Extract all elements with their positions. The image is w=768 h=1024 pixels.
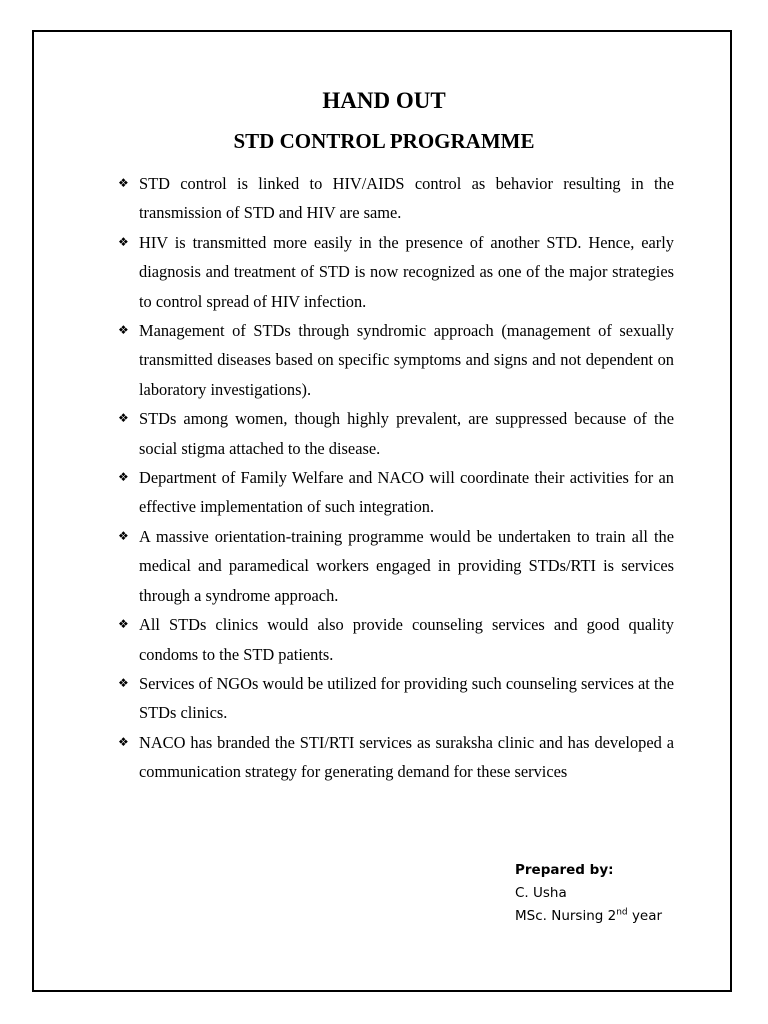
bullet-list xyxy=(118,169,674,787)
diamond-bullet-icon: ❖ xyxy=(118,734,129,749)
list-item xyxy=(118,610,674,669)
diamond-bullet-icon: ❖ xyxy=(118,411,129,426)
list-item xyxy=(118,463,674,522)
diamond-bullet-icon: ❖ xyxy=(118,323,129,338)
list-item xyxy=(118,316,674,404)
diamond-bullet-icon: ❖ xyxy=(118,470,129,485)
ordinal-suffix: nd xyxy=(616,907,628,918)
list-item xyxy=(118,522,674,610)
prepared-by-block xyxy=(515,859,662,928)
bullet-text: Department of Family Welfare and NACO will coordinate their activities for an effective implementation of such integration. xyxy=(139,468,674,517)
bullet-text: STDs among women, though highly prevalent, are suppressed because of the social stigma attached to the disease. xyxy=(139,409,674,458)
list-item xyxy=(118,728,674,787)
bullet-text: A massive orientation-training programme would be undertaken to train all the medical and paramedical workers engaged in providing STDs/RTI is services through a syndrome approach. xyxy=(139,526,674,605)
diamond-bullet-icon: ❖ xyxy=(118,176,129,190)
handout-title: HAND OUT xyxy=(322,88,446,113)
author-name-line xyxy=(515,882,662,905)
prepared-by-label: Prepared by: xyxy=(515,862,614,878)
list-item xyxy=(118,404,674,463)
bullet-text: Management of STDs through syndromic approach (management of sexually transmitted diseases based on specific symptoms and signs and not dependent on laboratory investigations). xyxy=(139,321,674,399)
diamond-bullet-icon: ❖ xyxy=(118,617,129,632)
diamond-bullet-icon: ❖ xyxy=(118,675,129,690)
bullet-text: HIV is transmitted more easily in the presence of another STD. Hence, early diagnosis and treatment of STD is now recognized as one of the major strategies to control spread of HIV infection. xyxy=(139,232,674,311)
list-item xyxy=(118,169,674,228)
author-initial: C. xyxy=(515,885,529,901)
author-name: Usha xyxy=(533,885,567,901)
list-item xyxy=(118,669,674,728)
diamond-bullet-icon: ❖ xyxy=(118,528,129,543)
bullet-text: Services of NGOs would be utilized for providing such counseling services at the STDs clinics. xyxy=(139,673,674,723)
handout-subtitle: STD CONTROL PROGRAMME xyxy=(233,129,535,153)
bullet-text: All STDs clinics would also provide counseling services and good quality condoms to the STD patients. xyxy=(139,615,674,664)
author-course-line xyxy=(515,905,662,928)
bullet-text: STD control is linked to HIV/AIDS control as behavior resulting in the transmission of STD and HIV are same. xyxy=(139,174,674,223)
author-course: MSc. Nursing 2 xyxy=(515,908,617,924)
bullet-text: NACO has branded the STI/RTI services as suraksha clinic and has developed a communication strategy for generating demand for these services xyxy=(139,732,674,782)
year-word: year xyxy=(631,908,663,924)
list-item xyxy=(118,228,674,316)
diamond-bullet-icon: ❖ xyxy=(118,234,129,249)
